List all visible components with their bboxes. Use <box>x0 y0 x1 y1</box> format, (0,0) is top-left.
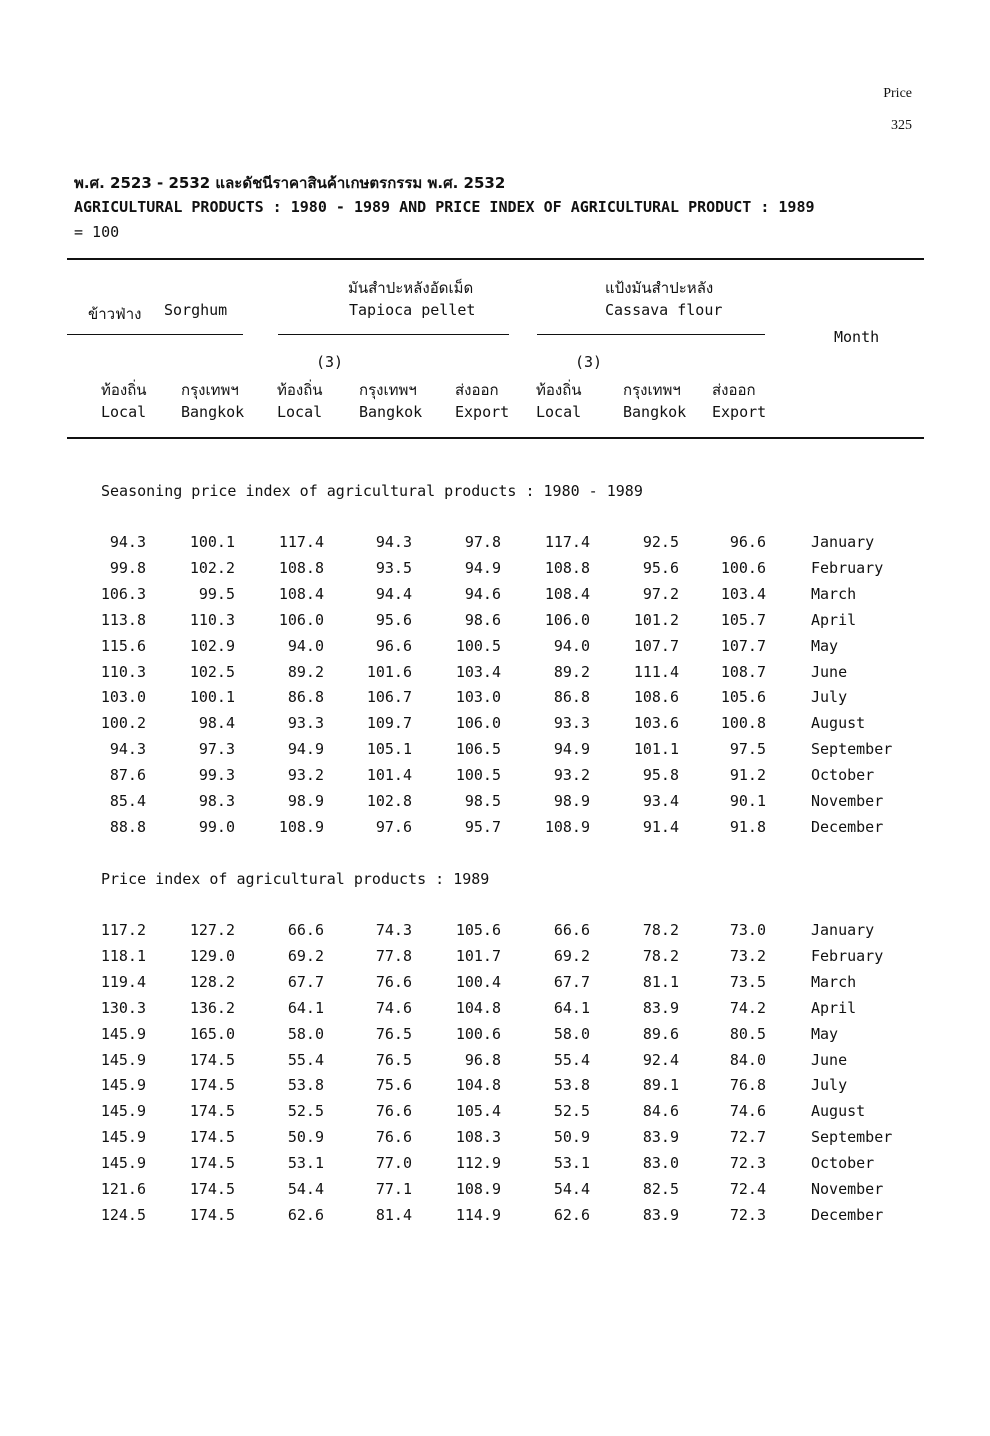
table-row <box>0 740 990 766</box>
table-row <box>0 585 990 611</box>
table-row <box>0 663 990 689</box>
table-cell: 101.7 <box>455 946 501 965</box>
table-cell: 100.2 <box>100 714 146 733</box>
table-cell: 103.4 <box>455 662 501 681</box>
seasonal-section-title: Seasoning price index of agricultural products : 1980 - 1989 <box>101 482 643 500</box>
col-tapioca-export: Export <box>455 403 510 421</box>
col-tapioca-local: Local <box>277 403 323 421</box>
table-cell: 96.6 <box>729 533 766 551</box>
table-cell: 90.1 <box>729 792 766 810</box>
table-cell: 58.0 <box>553 1024 590 1043</box>
table-cell: 53.8 <box>287 1076 324 1095</box>
table-cell: 52.5 <box>553 1102 590 1121</box>
tapioca-heading-english: Tapioca pellet <box>349 301 476 319</box>
table-cell: 72.3 <box>729 1205 766 1224</box>
table-row <box>0 1025 990 1051</box>
table-cell: 69.2 <box>553 946 590 965</box>
table-cell: 105.6 <box>720 688 766 707</box>
table-cell: 89.6 <box>642 1024 679 1043</box>
table-cell: 94.3 <box>375 533 412 551</box>
table-cell: 94.0 <box>553 636 590 655</box>
month-cell: July <box>811 688 848 707</box>
table-cell: 108.6 <box>633 688 679 707</box>
page-number: 325 <box>891 118 912 133</box>
table-cell: 100.8 <box>720 714 766 733</box>
col-sorghum-local-thai: ท้องถิ่น <box>101 381 147 399</box>
table-row <box>0 792 990 818</box>
month-cell: January <box>811 533 875 551</box>
table-cell: 96.6 <box>375 636 412 655</box>
table-cell: 95.8 <box>642 766 679 785</box>
table-cell: 97.6 <box>375 817 412 836</box>
table-cell: 97.3 <box>198 740 235 759</box>
col-cassava-export: Export <box>712 403 767 421</box>
table-cell: 95.6 <box>375 610 412 629</box>
table-cell: 97.2 <box>642 584 679 603</box>
table-row <box>0 1180 990 1206</box>
col-cassava-local-thai: ท้องถิ่น <box>536 381 582 399</box>
table-cell: 64.1 <box>287 998 324 1017</box>
table-cell: 117.4 <box>544 533 590 551</box>
table-cell: 84.0 <box>729 1050 766 1069</box>
table-cell: 86.8 <box>553 688 590 707</box>
table-cell: 136.2 <box>189 998 235 1017</box>
table-cell: 105.6 <box>455 921 501 939</box>
table-cell: 114.9 <box>455 1205 501 1224</box>
month-cell: March <box>811 972 857 991</box>
table-cell: 98.3 <box>198 792 235 810</box>
month-cell: May <box>811 1024 839 1043</box>
month-cell: March <box>811 584 857 603</box>
table-row <box>0 1076 990 1102</box>
month-cell: September <box>811 740 893 759</box>
top-rule <box>67 258 924 260</box>
table-cell: 106.0 <box>455 714 501 733</box>
table-cell: 55.4 <box>553 1050 590 1069</box>
table-cell: 73.5 <box>729 972 766 991</box>
table-cell: 67.7 <box>553 972 590 991</box>
table-cell: 108.8 <box>278 558 324 577</box>
table-cell: 81.1 <box>642 972 679 991</box>
table-cell: 75.6 <box>375 1076 412 1095</box>
table-cell: 130.3 <box>100 998 146 1017</box>
table-cell: 58.0 <box>287 1024 324 1043</box>
table-cell: 98.6 <box>464 610 501 629</box>
tapioca-underline <box>278 334 509 335</box>
table-cell: 96.8 <box>464 1050 501 1069</box>
month-cell: January <box>811 921 875 939</box>
table-cell: 105.1 <box>366 740 412 759</box>
table-cell: 86.8 <box>287 688 324 707</box>
table-cell: 98.9 <box>553 792 590 810</box>
cassava-local-footnote: (3) <box>575 353 603 371</box>
table-cell: 92.4 <box>642 1050 679 1069</box>
table-cell: 101.6 <box>366 662 412 681</box>
table-cell: 115.6 <box>100 636 146 655</box>
month-cell: August <box>811 714 866 733</box>
table-cell: 80.5 <box>729 1024 766 1043</box>
month-cell: August <box>811 1102 866 1121</box>
table-cell: 95.6 <box>642 558 679 577</box>
table-cell: 82.5 <box>642 1180 679 1198</box>
table-cell: 106.3 <box>100 584 146 603</box>
table-cell: 108.9 <box>544 817 590 836</box>
table-cell: 108.7 <box>720 662 766 681</box>
table-cell: 93.4 <box>642 792 679 810</box>
table-cell: 91.4 <box>642 817 679 836</box>
table-cell: 97.5 <box>729 740 766 759</box>
sorghum-heading-thai: ข้าวฟ่าง <box>88 305 142 323</box>
col-cassava-local: Local <box>536 403 582 421</box>
table-cell: 105.4 <box>455 1102 501 1121</box>
table-cell: 103.0 <box>455 688 501 707</box>
month-cell: December <box>811 1205 884 1224</box>
table-cell: 174.5 <box>189 1050 235 1069</box>
table-row <box>0 973 990 999</box>
table-cell: 109.7 <box>366 714 412 733</box>
table-cell: 101.2 <box>633 610 679 629</box>
table-cell: 105.7 <box>720 610 766 629</box>
table-cell: 91.8 <box>729 817 766 836</box>
table-cell: 174.5 <box>189 1205 235 1224</box>
table-cell: 110.3 <box>100 662 146 681</box>
col-cassava-bangkok: Bangkok <box>623 403 687 421</box>
table-cell: 85.4 <box>109 792 146 810</box>
table-cell: 89.1 <box>642 1076 679 1095</box>
table-cell: 93.5 <box>375 558 412 577</box>
table-row <box>0 714 990 740</box>
table-cell: 94.6 <box>464 584 501 603</box>
table-cell: 55.4 <box>287 1050 324 1069</box>
table-cell: 103.0 <box>100 688 146 707</box>
table-cell: 100.6 <box>720 558 766 577</box>
table-cell: 117.2 <box>100 921 146 939</box>
cassava-heading-thai: แป้งมันสำปะหลัง <box>605 279 714 297</box>
table-cell: 108.8 <box>544 558 590 577</box>
table-cell: 145.9 <box>100 1102 146 1121</box>
cassava-heading-english: Cassava flour <box>605 301 723 319</box>
table-row <box>0 1128 990 1154</box>
table-cell: 77.8 <box>375 946 412 965</box>
table-cell: 94.3 <box>109 533 146 551</box>
month-cell: May <box>811 636 839 655</box>
table-cell: 62.6 <box>553 1205 590 1224</box>
table-cell: 98.5 <box>464 792 501 810</box>
table-cell: 50.9 <box>287 1128 324 1147</box>
month-cell: December <box>811 817 884 836</box>
month-cell: October <box>811 766 875 785</box>
table-cell: 94.3 <box>109 740 146 759</box>
table-cell: 100.1 <box>189 688 235 707</box>
table-cell: 50.9 <box>553 1128 590 1147</box>
table-cell: 174.5 <box>189 1128 235 1147</box>
table-cell: 104.8 <box>455 1076 501 1095</box>
table-cell: 94.4 <box>375 584 412 603</box>
table-cell: 106.0 <box>544 610 590 629</box>
table-cell: 145.9 <box>100 1154 146 1173</box>
table-cell: 102.9 <box>189 636 235 655</box>
table-cell: 100.5 <box>455 636 501 655</box>
table-cell: 100.1 <box>189 533 235 551</box>
table-cell: 99.8 <box>109 558 146 577</box>
table-row <box>0 1051 990 1077</box>
table-cell: 74.6 <box>375 998 412 1017</box>
running-header-section: Price <box>883 86 912 101</box>
table-cell: 54.4 <box>287 1180 324 1198</box>
sorghum-heading-english: Sorghum <box>164 301 228 319</box>
table-cell: 99.5 <box>198 584 235 603</box>
table-cell: 102.2 <box>189 558 235 577</box>
table-cell: 100.5 <box>455 766 501 785</box>
month-cell: July <box>811 1076 848 1095</box>
table-cell: 108.9 <box>278 817 324 836</box>
table-cell: 89.2 <box>553 662 590 681</box>
table-cell: 83.0 <box>642 1154 679 1173</box>
table-cell: 165.0 <box>189 1024 235 1043</box>
table-cell: 106.7 <box>366 688 412 707</box>
table-row <box>0 999 990 1025</box>
table-cell: 145.9 <box>100 1050 146 1069</box>
tapioca-local-footnote: (3) <box>316 353 344 371</box>
table-cell: 87.6 <box>109 766 146 785</box>
sorghum-underline <box>67 334 243 335</box>
table-cell: 77.0 <box>375 1154 412 1173</box>
col-sorghum-bangkok-thai: กรุงเทพฯ <box>181 381 239 399</box>
table-cell: 83.9 <box>642 1128 679 1147</box>
table-cell: 108.3 <box>455 1128 501 1147</box>
table-cell: 91.2 <box>729 766 766 785</box>
table-cell: 128.2 <box>189 972 235 991</box>
table-cell: 108.9 <box>455 1180 501 1198</box>
month-cell: February <box>811 558 884 577</box>
col-tapioca-local-thai: ท้องถิ่น <box>277 381 323 399</box>
table-row <box>0 1154 990 1180</box>
month-cell: November <box>811 1180 884 1198</box>
month-cell: September <box>811 1128 893 1147</box>
month-cell: April <box>811 610 857 629</box>
month-heading: Month <box>834 328 880 346</box>
table-cell: 93.2 <box>553 766 590 785</box>
table-cell: 108.4 <box>278 584 324 603</box>
table-cell: 53.1 <box>553 1154 590 1173</box>
table-cell: 112.9 <box>455 1154 501 1173</box>
month-cell: June <box>811 1050 848 1069</box>
table-cell: 106.0 <box>278 610 324 629</box>
col-tapioca-bangkok-thai: กรุงเทพฯ <box>359 381 417 399</box>
table-cell: 83.9 <box>642 998 679 1017</box>
table-cell: 73.0 <box>729 921 766 939</box>
table-row <box>0 637 990 663</box>
table-cell: 74.3 <box>375 921 412 939</box>
table-cell: 52.5 <box>287 1102 324 1121</box>
table-cell: 95.7 <box>464 817 501 836</box>
col-cassava-export-thai: ส่งออก <box>712 381 756 399</box>
table-cell: 74.2 <box>729 998 766 1017</box>
table-cell: 93.3 <box>287 714 324 733</box>
col-cassava-bangkok-thai: กรุงเทพฯ <box>623 381 681 399</box>
table-cell: 110.3 <box>189 610 235 629</box>
col-sorghum-bangkok: Bangkok <box>181 403 245 421</box>
table-cell: 81.4 <box>375 1205 412 1224</box>
cassava-underline <box>537 334 765 335</box>
table-title-base: = 100 <box>74 223 120 241</box>
table-cell: 69.2 <box>287 946 324 965</box>
table-cell: 83.9 <box>642 1205 679 1224</box>
table-cell: 76.6 <box>375 972 412 991</box>
table-cell: 103.6 <box>633 714 679 733</box>
table-cell: 78.2 <box>642 946 679 965</box>
table-cell: 73.2 <box>729 946 766 965</box>
table-cell: 93.2 <box>287 766 324 785</box>
table-cell: 101.4 <box>366 766 412 785</box>
table-cell: 94.9 <box>553 740 590 759</box>
table-cell: 94.0 <box>287 636 324 655</box>
table-cell: 129.0 <box>189 946 235 965</box>
table-cell: 54.4 <box>553 1180 590 1198</box>
table-cell: 66.6 <box>287 921 324 939</box>
table-cell: 84.6 <box>642 1102 679 1121</box>
table-cell: 76.5 <box>375 1024 412 1043</box>
month-cell: November <box>811 792 884 810</box>
table-row <box>0 533 990 559</box>
col-tapioca-bangkok: Bangkok <box>359 403 423 421</box>
table-cell: 53.1 <box>287 1154 324 1173</box>
table-cell: 108.4 <box>544 584 590 603</box>
table-row <box>0 818 990 844</box>
table-cell: 97.8 <box>464 533 501 551</box>
table-cell: 64.1 <box>553 998 590 1017</box>
table-cell: 101.1 <box>633 740 679 759</box>
table-cell: 98.9 <box>287 792 324 810</box>
table-cell: 103.4 <box>720 584 766 603</box>
table-cell: 88.8 <box>109 817 146 836</box>
table-cell: 174.5 <box>189 1076 235 1095</box>
table-row <box>0 1206 990 1232</box>
table-title-thai: พ.ศ. 2523 - 2532 และดัชนีราคาสินค้าเกษตรกรรม พ.ศ. 2532 <box>74 174 506 192</box>
table-cell: 78.2 <box>642 921 679 939</box>
table-cell: 76.8 <box>729 1076 766 1095</box>
table-cell: 72.7 <box>729 1128 766 1147</box>
col-tapioca-export-thai: ส่งออก <box>455 381 499 399</box>
table-cell: 77.1 <box>375 1180 412 1198</box>
table-cell: 53.8 <box>553 1076 590 1095</box>
table-row <box>0 921 990 947</box>
table-cell: 124.5 <box>100 1205 146 1224</box>
table-cell: 106.5 <box>455 740 501 759</box>
table-cell: 92.5 <box>642 533 679 551</box>
table-cell: 89.2 <box>287 662 324 681</box>
table-cell: 121.6 <box>100 1180 146 1198</box>
table-row <box>0 947 990 973</box>
table-cell: 99.0 <box>198 817 235 836</box>
table-cell: 102.8 <box>366 792 412 810</box>
table-cell: 145.9 <box>100 1024 146 1043</box>
table-title-english: AGRICULTURAL PRODUCTS : 1980 - 1989 AND PRICE INDEX OF AGRICULTURAL PRODUCT : 1989 <box>74 198 815 216</box>
table-row <box>0 766 990 792</box>
table-cell: 107.7 <box>720 636 766 655</box>
table-cell: 62.6 <box>287 1205 324 1224</box>
table-cell: 94.9 <box>464 558 501 577</box>
table-row <box>0 688 990 714</box>
table-cell: 67.7 <box>287 972 324 991</box>
table-cell: 100.4 <box>455 972 501 991</box>
table-cell: 118.1 <box>100 946 146 965</box>
table-cell: 117.4 <box>278 533 324 551</box>
col-sorghum-local: Local <box>101 403 147 421</box>
table-cell: 72.4 <box>729 1180 766 1198</box>
header-bottom-rule <box>67 437 924 439</box>
table-cell: 113.8 <box>100 610 146 629</box>
index1989-section-title: Price index of agricultural products : 1989 <box>101 870 490 888</box>
table-cell: 76.6 <box>375 1128 412 1147</box>
table-row <box>0 559 990 585</box>
table-cell: 76.6 <box>375 1102 412 1121</box>
table-cell: 100.6 <box>455 1024 501 1043</box>
month-cell: June <box>811 662 848 681</box>
month-cell: October <box>811 1154 875 1173</box>
table-row <box>0 1102 990 1128</box>
table-cell: 145.9 <box>100 1076 146 1095</box>
table-row <box>0 611 990 637</box>
table-cell: 98.4 <box>198 714 235 733</box>
table-cell: 145.9 <box>100 1128 146 1147</box>
tapioca-heading-thai: มันสำปะหลังอัดเม็ด <box>348 279 474 297</box>
table-cell: 74.6 <box>729 1102 766 1121</box>
month-cell: February <box>811 946 884 965</box>
table-cell: 102.5 <box>189 662 235 681</box>
table-cell: 111.4 <box>633 662 679 681</box>
table-cell: 107.7 <box>633 636 679 655</box>
table-cell: 66.6 <box>553 921 590 939</box>
table-cell: 127.2 <box>189 921 235 939</box>
table-cell: 72.3 <box>729 1154 766 1173</box>
table-cell: 174.5 <box>189 1102 235 1121</box>
table-cell: 119.4 <box>100 972 146 991</box>
table-cell: 174.5 <box>189 1154 235 1173</box>
month-cell: April <box>811 998 857 1017</box>
table-cell: 174.5 <box>189 1180 235 1198</box>
table-cell: 76.5 <box>375 1050 412 1069</box>
table-cell: 93.3 <box>553 714 590 733</box>
table-cell: 99.3 <box>198 766 235 785</box>
table-cell: 94.9 <box>287 740 324 759</box>
table-cell: 104.8 <box>455 998 501 1017</box>
